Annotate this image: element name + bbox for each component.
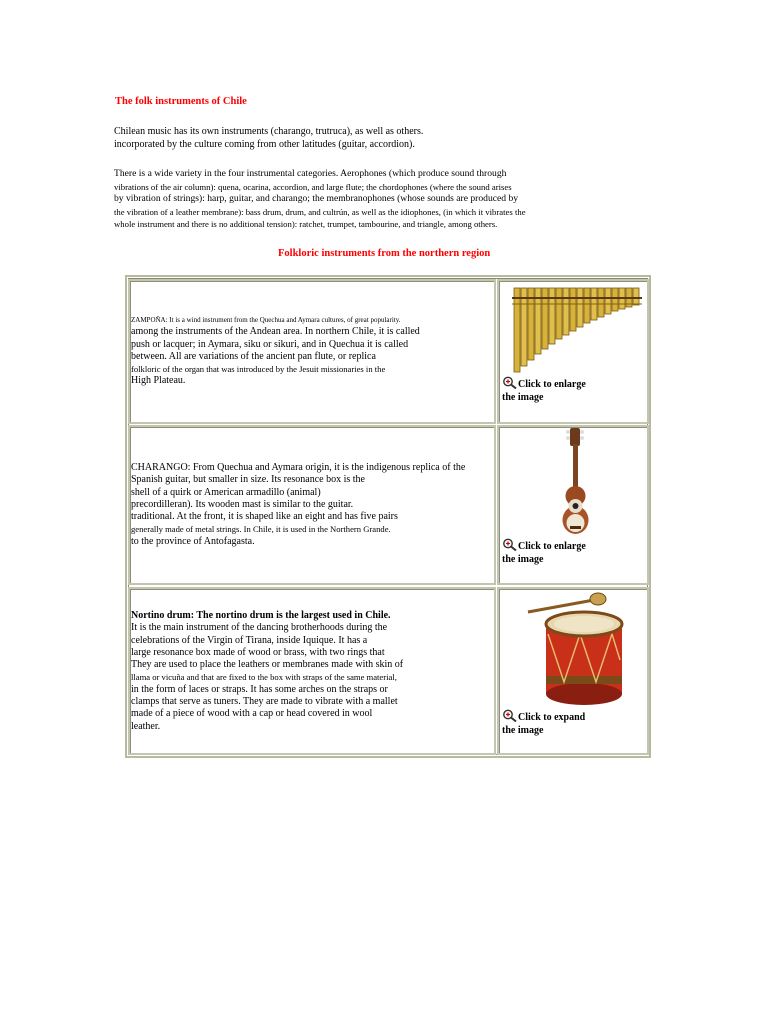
link-label[interactable]: Click to enlarge	[518, 379, 586, 390]
link-label[interactable]: Click to expand	[518, 712, 586, 723]
drum-image[interactable]	[524, 590, 636, 708]
intro-paragraph	[114, 126, 423, 151]
description-line: to the province of Antofagasta.	[131, 535, 255, 547]
description-line: High Plateau.	[131, 375, 186, 387]
categories-line-5: whole instrument and there is no additional tension): ratchet, trumpet, tambourine, and triangle, among others.	[114, 219, 498, 230]
description-line: llama or vicuña and that are fixed to the box with straps of the same material,	[131, 672, 397, 683]
description-line: celebrations of the Virgin of Tirana, inside Iquique. It has a	[131, 634, 368, 646]
description-line: large resonance box made of wood or brass, with two rings that	[131, 646, 385, 658]
description-line: It is the main instrument of the dancing brotherhoods during the	[131, 622, 388, 634]
intro-line-1: Chilean music has its own instruments (charango, trutruca), as well as others.	[114, 126, 424, 137]
description-line: They are used to place the leathers or membranes made with skin of	[131, 659, 404, 671]
description-line: among the instruments of the Andean area. In northern Chile, it is called	[131, 326, 420, 338]
enlarge-image-link[interactable]	[502, 376, 586, 404]
panpipe-image[interactable]	[508, 284, 648, 376]
description-line: Spanish guitar, but smaller in size. Its resonance box is the	[131, 474, 365, 486]
description-line: traditional. At the front, it is shaped like an eight and has five pairs	[131, 511, 398, 523]
enlarge-image-link[interactable]	[502, 538, 586, 566]
categories-paragraph	[114, 168, 674, 231]
categories-line-2: vibrations of the air column): quena, ocarina, accordion, and large flute; the chordophones (where the sound arises	[114, 181, 512, 192]
zoom-icon	[502, 376, 518, 389]
link-label[interactable]: the image	[502, 725, 544, 736]
link-label[interactable]: the image	[502, 392, 544, 403]
charango-image[interactable]	[556, 428, 596, 540]
description-line: in the form of laces or straps. It has some arches on the straps or	[131, 683, 388, 695]
description-line: precordilleran). Its wooden mast is similar to the guitar.	[131, 498, 354, 510]
description-line: shell of a quirk or American armadillo (animal)	[131, 486, 321, 498]
description-line: clamps that serve as tuners. They are made to vibrate with a mallet	[131, 696, 398, 708]
description-line: between. All are variations of the ancient pan flute, or replica	[131, 350, 376, 362]
page-title: The folk instruments of Chile	[115, 96, 247, 107]
description-line: generally made of metal strings. In Chile, it is used in the Northern Grande.	[131, 524, 391, 535]
description-heading: Nortino drum: The nortino drum is the largest used in Chile.	[131, 610, 391, 621]
description-line: leather.	[131, 720, 161, 732]
intro-line-2: incorporated by the culture coming from other latitudes (guitar, accordion).	[114, 138, 415, 150]
zampona-description	[131, 314, 420, 388]
drum-description	[131, 610, 403, 733]
charango-description	[131, 462, 465, 548]
categories-line-1: There is a wide variety in the four instrumental categories. Aerophones (which produce sound through	[114, 168, 507, 179]
zoom-icon	[502, 709, 518, 722]
expand-image-link[interactable]	[502, 709, 585, 737]
link-label[interactable]: the image	[502, 554, 544, 565]
section-title: Folkloric instruments from the northern region	[278, 248, 491, 259]
description-line: ZAMPOÑA: It is a wind instrument from the Quechua and Aymara cultures, of great popularity.	[131, 316, 401, 324]
link-label[interactable]: Click to enlarge	[518, 541, 586, 552]
description-line: made of a piece of wood with a cap or head covered in wool	[131, 708, 373, 720]
categories-line-4: the vibration of a leather membrane): bass drum, drum, and cultrún, as well as the idiophones, (in which it vibrates the	[114, 206, 526, 217]
description-line: push or lacquer; in Aymara, siku or sikuri, and in Quechua it is called	[131, 338, 409, 350]
categories-line-3: by vibration of strings): harp, guitar, and charango; the membranophones (whose sounds are produced by	[114, 193, 519, 205]
description-line: CHARANGO: From Quechua and Aymara origin, it is the indigenous replica of the	[131, 462, 466, 473]
zoom-icon	[502, 538, 518, 551]
description-line: folkloric of the organ that was introduced by the Jesuit missionaries in the	[131, 364, 386, 375]
